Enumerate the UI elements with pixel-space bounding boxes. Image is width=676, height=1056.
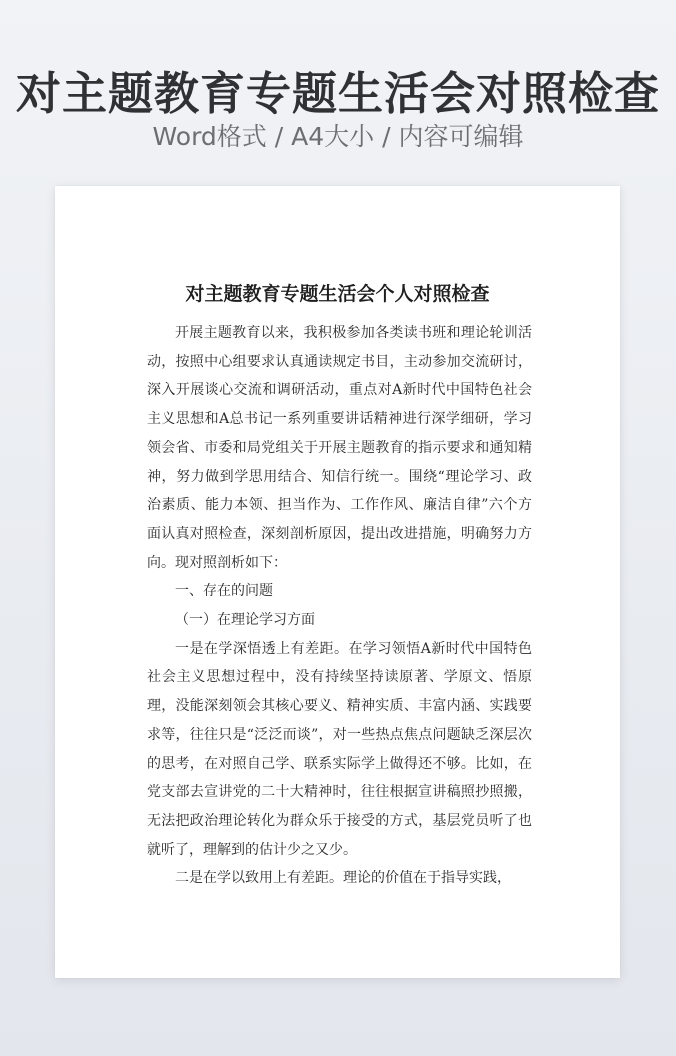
document-page <box>55 186 620 978</box>
banner-title: 对主题教育专题生活会对照检查 <box>15 67 660 120</box>
paragraph-point-two: 二是在学以致用上有差距。理论的价值在于指导实践， <box>175 870 511 887</box>
section-heading-problems: 一、存在的问题 <box>175 583 273 600</box>
paragraph-intro: 开展主题教育以来，我积极参加各类读书班和理论轮训活动，按照中心组要求认真通读规定书目，主动参加交流研讨，深入开展谈心交流和调研活动，重点对A新时代中国特色社会主义思想和A总书记一系列重要讲话精神进行深学细研，学习领会省、市委和局党组关于开展主题教育的指示要求和通知精神，努力做到学思用结合、知信行统一。围绕“理论学习、政治素质、能力本领、担当作为、工作作风、廉洁自律”六个方面认真对照检查，深刻剖析原因，提出改进措施，明确努力方向。现对照剖析如下： <box>147 325 532 571</box>
banner-subtitle: Word格式 / A4大小 / 内容可编辑 <box>152 122 524 151</box>
document-title: 对主题教育专题生活会个人对照检查 <box>185 283 490 305</box>
document-body <box>147 319 532 893</box>
paragraph-point-one: 一是在学深悟透上有差距。在学习领悟A新时代中国特色社会主义思想过程中，没有持续坚持读原著、学原文、悟原理，没能深刻领会其核心要义、精神实质、丰富内涵、实践要求等，往往只是“泛泛而谈”，对一些热点焦点问题缺乏深层次的思考，在对照自己学、联系实际学上做得还不够。比如，在党支部去宣讲党的二十大精神时，往往根据宣讲稿照抄照搬，无法把政治理论转化为群众乐于接受的方式，基层党员听了也就听了，理解到的估计少之又少。 <box>147 640 532 858</box>
subsection-heading-theory-study: （一）在理论学习方面 <box>175 612 315 629</box>
